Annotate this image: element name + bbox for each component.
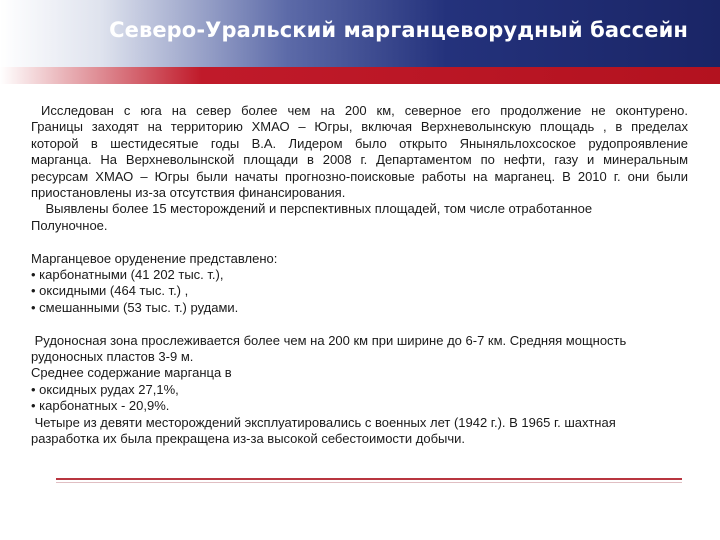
paragraph-gap [31,234,688,250]
intro-line: которой в шестидесятые годы В.А. Лидером было открыто Яныняльлохсоское рудопроявление [31,135,688,151]
ore-item: • карбонатными (41 202 тыс. т.), [31,267,224,283]
exploit-line: Четыре из девяти месторождений эксплуатировались с военных лет (1942 г.). В 1965 г. шахтная [31,414,616,430]
slide-title: Северо-Уральский марганцеворудный бассейн [109,18,688,42]
header-accent-bar [0,67,720,84]
intro-line: марганца. На Верхневолынской площади в 2008 г. Департаментом по нефти, газу и минеральным [31,152,688,168]
intro-line: приостановлены из-за отсутствия финансирования. [31,185,346,201]
avg-item: • карбонатных - 20,9%. [31,398,170,414]
intro-line: Исследован с юга на север более чем на 200 км, северное его продолжение не оконтурено. [31,103,688,118]
footer-divider-shadow [56,482,682,483]
ore-item: • смешанными (53 тыс. т.) рудами. [31,299,239,315]
ore-item: • оксидными (464 тыс. т.) , [31,283,189,299]
zone-line: Рудоносная зона прослеживается более чем на 200 км при ширине до 6-7 км. Средняя мощность [31,332,627,348]
footer-divider [56,478,682,480]
deposits-line: Выявлены более 15 месторождений и перспективных площадей, том числе отработанное [31,201,593,217]
intro-line: ресурсам ХМАО – Югры были начаты прогнозно-поисковые работы на марганец. В 2010 г. они были [31,168,688,184]
slide-header [0,0,720,67]
avg-item: • оксидных рудах 27,1%, [31,381,179,397]
deposits-line: Полуночное. [31,217,108,233]
ore-header: Марганцевое оруденение представлено: [31,250,278,266]
intro-line: Границы заходят на территорию ХМАО – Югры, включая Верхневолынскую площадь , в пределах [31,119,688,135]
avg-header: Среднее содержание марганца в [31,365,232,381]
slide-body [31,103,688,448]
exploit-line: разработка их была прекращена из-за высокой себестоимости добычи. [31,431,466,447]
paragraph-gap [31,316,688,332]
zone-line: рудоносных пластов 3-9 м. [31,349,194,365]
